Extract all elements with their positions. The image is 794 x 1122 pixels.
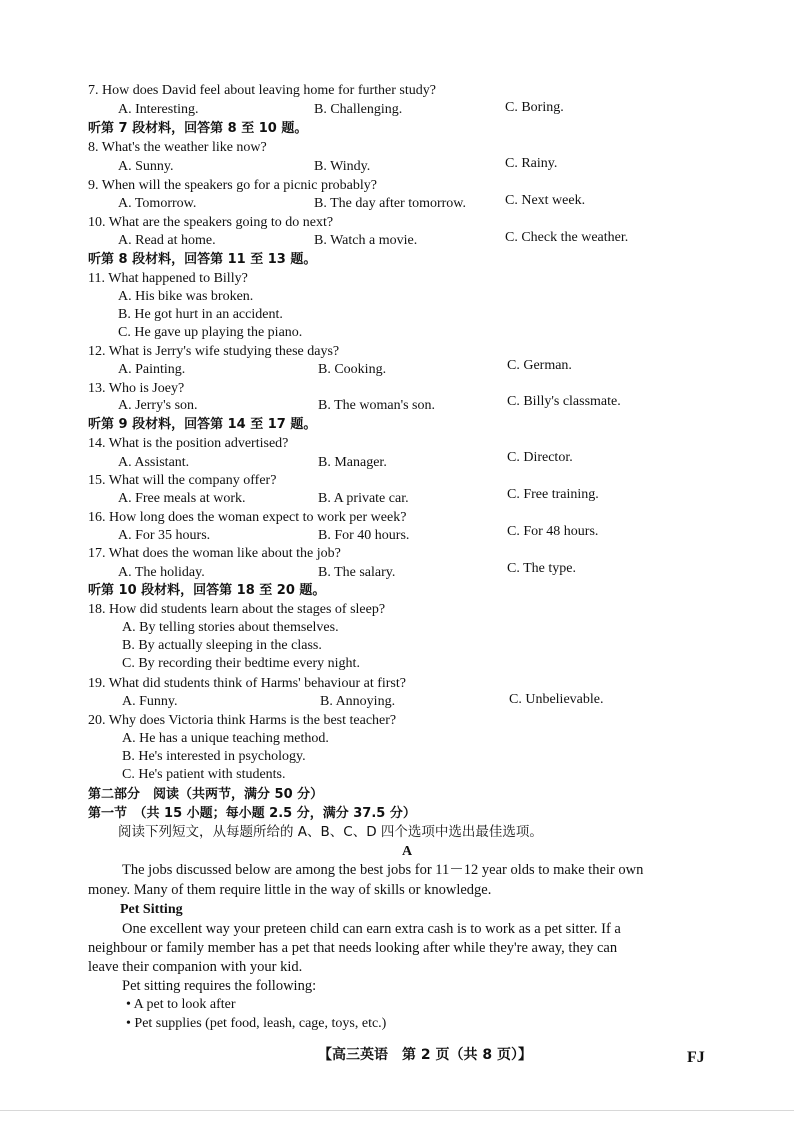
q19-option-b: B. Annoying. — [320, 694, 396, 709]
subheading-pet-sitting: Pet Sitting — [120, 902, 183, 917]
question-18: 18. How did students learn about the stages of sleep? — [88, 602, 386, 617]
bottom-divider — [0, 1110, 794, 1111]
q12-option-a: A. Painting. — [118, 362, 186, 377]
question-17: 17. What does the woman like about the job? — [88, 546, 341, 561]
q9-option-b: B. The day after tomorrow. — [314, 196, 467, 211]
footer-code: FJ — [687, 1049, 705, 1066]
passage-body-line-2: neighbour or family member has a pet that needs looking after while they're away, they can — [88, 940, 618, 956]
passage-body-line-3: leave their companion with your kid. — [88, 959, 303, 975]
bullet-item-2: • Pet supplies (pet food, leash, cage, toys, etc.) — [126, 1016, 387, 1031]
q10-option-a: A. Read at home. — [118, 233, 216, 248]
passage-body-line-1: One excellent way your preteen child can earn extra cash is to work as a pet sitter. If a — [122, 921, 621, 937]
question-20: 20. Why does Victoria think Harms is the best teacher? — [88, 713, 397, 728]
question-12: 12. What is Jerry's wife studying these days? — [88, 344, 340, 359]
q13-option-a: A. Jerry's son. — [118, 398, 198, 413]
q9-option-c: C. Next week. — [505, 193, 586, 208]
q16-option-b: B. For 40 hours. — [318, 528, 410, 543]
requirements-lead: Pet sitting requires the following: — [122, 978, 317, 994]
passage-intro-line-1: The jobs discussed below are among the best jobs for 11－12 year olds to make their own — [122, 862, 644, 878]
q17-option-b: B. The salary. — [318, 565, 396, 580]
question-15: 15. What will the company offer? — [88, 473, 277, 488]
q11-option-c: C. He gave up playing the piano. — [118, 325, 303, 340]
q11-option-a: A. His bike was broken. — [118, 289, 254, 304]
q15-option-c: C. Free training. — [507, 487, 599, 502]
question-13: 13. Who is Joey? — [88, 381, 185, 396]
q9-option-a: A. Tomorrow. — [118, 196, 197, 211]
reading-instruction: 阅读下列短文，从每题所给的 A、B、C、D 四个选项中选出最佳选项。 — [118, 824, 543, 840]
section-heading-7: 听第 7 段材料，回答第 8 至 10 题。 — [88, 121, 308, 136]
question-19: 19. What did students think of Harms' behaviour at first? — [88, 676, 406, 691]
q18-option-b: B. By actually sleeping in the class. — [122, 638, 322, 653]
q8-option-a: A. Sunny. — [118, 159, 174, 174]
passage-letter: A — [402, 844, 413, 859]
bullet-dot-icon: • — [126, 997, 134, 1012]
q20-option-b: B. He's interested in psychology. — [122, 749, 306, 764]
section-heading-10: 听第 10 段材料，回答第 18 至 20 题。 — [88, 583, 326, 598]
q13-option-b: B. The woman's son. — [318, 398, 435, 413]
q15-option-a: A. Free meals at work. — [118, 491, 246, 506]
q18-option-a: A. By telling stories about themselves. — [122, 620, 339, 635]
q13-option-c: C. Billy's classmate. — [507, 394, 621, 409]
q12-option-b: B. Cooking. — [318, 362, 387, 377]
q20-option-a: A. He has a unique teaching method. — [122, 731, 329, 746]
page-footer: 【高三英语 第 2 页（共 8 页）】 — [318, 1047, 532, 1063]
q17-option-c: C. The type. — [507, 561, 576, 576]
q14-option-a: A. Assistant. — [118, 455, 190, 470]
q7-option-b: B. Challenging. — [314, 102, 403, 117]
q14-option-b: B. Manager. — [318, 455, 387, 470]
question-7: 7. How does David feel about leaving home for further study? — [88, 83, 436, 98]
q15-option-b: B. A private car. — [318, 491, 409, 506]
question-10: 10. What are the speakers going to do next? — [88, 215, 334, 230]
section-heading-8: 听第 8 段材料，回答第 11 至 13 题。 — [88, 252, 317, 267]
q7-option-c: C. Boring. — [505, 100, 564, 115]
q16-option-c: C. For 48 hours. — [507, 524, 599, 539]
bullet-item-1: • A pet to look after — [126, 997, 236, 1012]
q7-option-a: A. Interesting. — [118, 102, 199, 117]
q11-option-b: B. He got hurt in an accident. — [118, 307, 283, 322]
section-heading-9: 听第 9 段材料，回答第 14 至 17 题。 — [88, 417, 317, 432]
passage-intro-line-2: money. Many of them require little in the way of skills or knowledge. — [88, 882, 492, 898]
section-one-heading: 第一节 （共 15 小题；每小题 2.5 分，满分 37.5 分） — [88, 806, 416, 821]
q19-option-a: A. Funny. — [122, 694, 178, 709]
question-9: 9. When will the speakers go for a picnic probably? — [88, 178, 377, 193]
q12-option-c: C. German. — [507, 358, 572, 373]
question-11: 11. What happened to Billy? — [88, 271, 248, 286]
q19-option-c: C. Unbelievable. — [509, 692, 604, 707]
question-14: 14. What is the position advertised? — [88, 436, 289, 451]
q16-option-a: A. For 35 hours. — [118, 528, 211, 543]
q14-option-c: C. Director. — [507, 450, 573, 465]
part-two-heading: 第二部分 阅读（共两节，满分 50 分） — [88, 787, 324, 802]
q8-option-b: B. Windy. — [314, 159, 371, 174]
q8-option-c: C. Rainy. — [505, 156, 558, 171]
bullet-dot-icon: • — [126, 1016, 135, 1031]
q20-option-c: C. He's patient with students. — [122, 767, 286, 782]
question-16: 16. How long does the woman expect to work per week? — [88, 510, 407, 525]
q10-option-b: B. Watch a movie. — [314, 233, 418, 248]
question-8: 8. What's the weather like now? — [88, 140, 267, 155]
q10-option-c: C. Check the weather. — [505, 230, 629, 245]
q18-option-c: C. By recording their bedtime every night. — [122, 656, 360, 671]
q17-option-a: A. The holiday. — [118, 565, 205, 580]
